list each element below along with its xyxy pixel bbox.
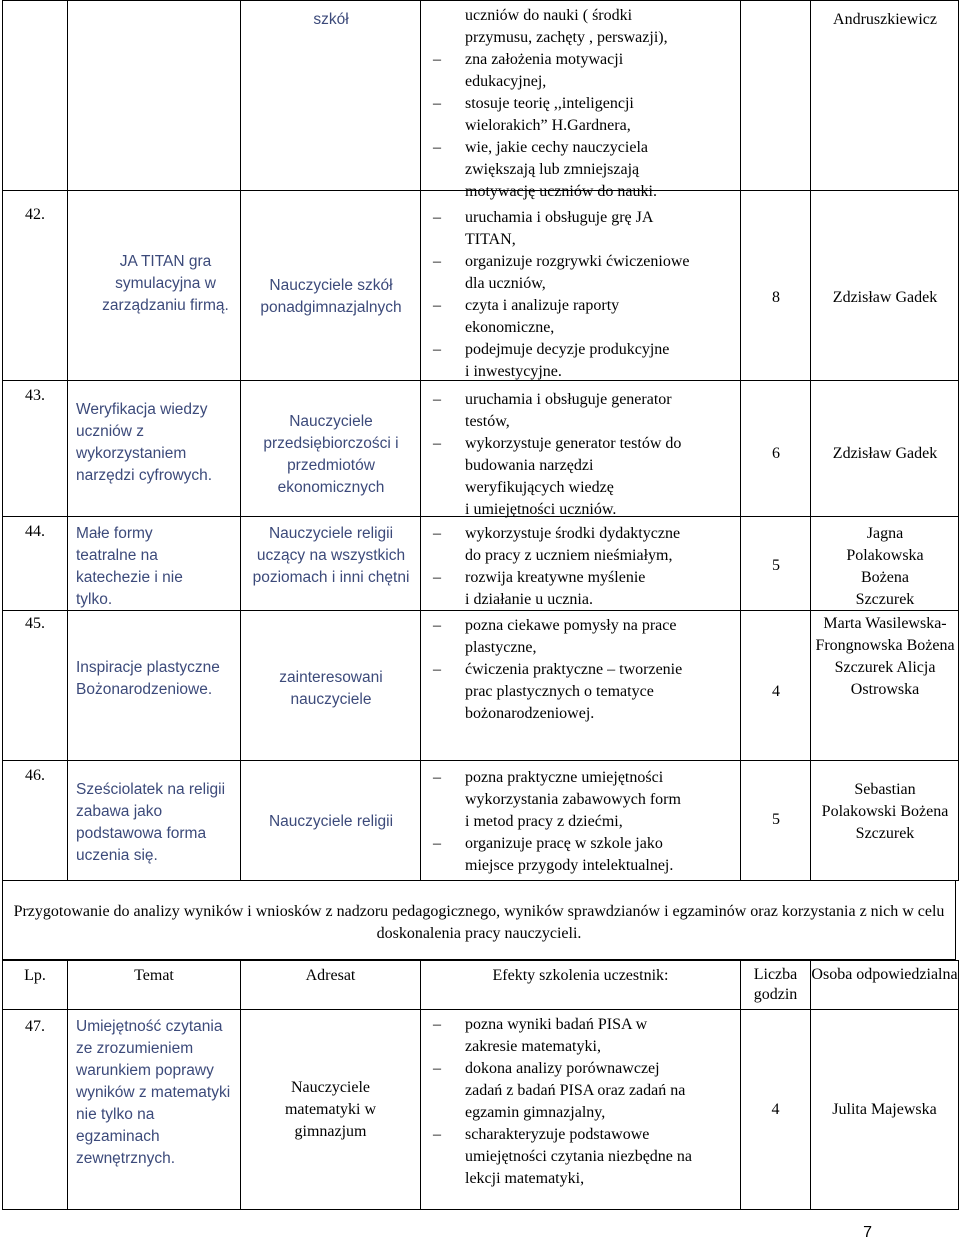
effect-bullet-item: – pozna praktyczne umiejętności — [431, 767, 737, 789]
effect-continuation-line: zakresie matematyki, — [465, 1038, 601, 1055]
hours-45: 4 — [772, 683, 780, 700]
person-42: Zdzisław Gadek — [832, 289, 938, 306]
person-45: Marta Wasilewska-Frongnowska Bożena Szczurek Alicja Ostrowska — [815, 615, 955, 698]
effect-bullet-item: – scharakteryzuje podstawowe — [431, 1124, 736, 1146]
effect-continuation-line: prac plastycznych o tematyce — [465, 683, 654, 700]
section-heading-text: Przygotowanie do analizy wyników i wniosków z nadzoru pedagogicznego, wyników sprawdzianów i egzaminów oraz korzystania z nich w celu doskonalenia pracy nauczycieli. — [13, 903, 945, 942]
effect-continuation-line: budowania narzędzi — [465, 457, 594, 474]
effect-continuation-line: i umiejętności uczniów. — [465, 501, 617, 518]
effects-44 — [421, 523, 741, 611]
effect-bullet-item: – stosuje teorię ,,inteligencji — [431, 93, 737, 115]
effect-continuation-line: miejsce przygody intelektualnej. — [465, 857, 674, 874]
audience-45: zainteresowani nauczyciele — [279, 669, 383, 708]
section-heading — [2, 880, 956, 960]
effect-continuation-line: weryfikujących wiedzę — [465, 479, 614, 496]
effect-continuation-line: wielorakich” H.Gardnera, — [465, 117, 631, 134]
lp-42: 42. — [25, 206, 45, 223]
effects-45 — [421, 615, 741, 725]
hours-column — [741, 1, 811, 881]
effect-continuation-line: zwiększają lub zmniejszają — [465, 161, 640, 178]
effect-continuation-line: umiejętności czytania niezbędne na — [465, 1148, 693, 1165]
effects-column — [421, 1, 741, 881]
lp-45: 45. — [25, 615, 45, 632]
lp-43: 43. — [25, 387, 45, 404]
person-46: Sebastian Polakowski Bożena Szczurek — [821, 781, 949, 842]
effect-bullet-item: – ćwiczenia praktyczne – tworzenie — [431, 659, 737, 681]
effect-continuation-line: testów, — [465, 413, 510, 430]
topic-47 — [68, 1010, 241, 1210]
effect-bullet-item: – uruchamia i obsługuje grę JA — [431, 207, 737, 229]
effects-47 — [421, 1010, 740, 1190]
training-table-bottom — [2, 960, 959, 1210]
person-column — [811, 1, 959, 881]
effect-bullet-item: – pozna wyniki badań PISA w — [431, 1014, 736, 1036]
effect-continuation-line: do pracy z uczniem nieśmiałym, — [465, 547, 673, 564]
training-table-top — [2, 0, 959, 881]
header-person: Osoba odpowiedzialna — [811, 961, 959, 1010]
header-effects: Efekty szkolenia uczestnik: — [421, 961, 741, 1010]
person-47 — [811, 1010, 959, 1210]
effect-bullet-item: – wykorzystuje generator testów do — [431, 433, 737, 455]
audience-47 — [241, 1010, 421, 1210]
effect-continuation-line: uczniów do nauki ( środki — [465, 7, 633, 24]
topic-42: JA TITAN gra symulacyjna w zarządzaniu firmą. — [102, 253, 229, 314]
hours-43: 6 — [772, 445, 780, 462]
header-row — [3, 961, 959, 1010]
topic-46: Sześciolatek na religii zabawa jako podstawowa forma uczenia się. — [76, 781, 226, 864]
effect-bullet-item: – czyta i analizuje raporty — [431, 295, 737, 317]
person-44: Jagna Polakowska Bożena Szczurek — [846, 525, 924, 608]
effect-bullet-item: – wie, jakie cechy nauczyciela — [431, 137, 737, 159]
effect-bullet-item: – rozwija kreatywne myślenie — [431, 567, 737, 589]
topic-47-text: Umiejętność czytania ze zrozumieniem warunkiem poprawy wyników z matematyki nie tylko na egzaminach zewnętrznych. — [76, 1018, 231, 1167]
hours-46: 5 — [772, 811, 780, 828]
effect-continuation-line: lekcji matematyki, — [465, 1170, 585, 1187]
header-hours: Liczba godzin — [741, 961, 811, 1010]
audience-42: Nauczyciele szkół ponadgimnazjalnych — [260, 277, 402, 316]
effects-43 — [421, 389, 741, 521]
effects-46 — [421, 767, 741, 877]
audience-44: Nauczyciele religii uczący na wszystkich poziomach i inni chętni — [252, 525, 410, 586]
lp-column — [3, 1, 68, 881]
topic-column — [68, 1, 241, 881]
header-lp: Lp. — [3, 961, 68, 1010]
effect-bullet-item: – organizuje pracę w szkole jako — [431, 833, 737, 855]
audience-43: Nauczyciele przedsiębiorczości i przedmiotów ekonomicznych — [263, 413, 399, 496]
effect-bullet-item: – organizuje rozgrywki ćwiczeniowe — [431, 251, 737, 273]
effect-continuation-line: zadań z badań PISA oraz zadań na — [465, 1082, 686, 1099]
effects-47-cell — [421, 1010, 741, 1210]
header-audience: Adresat — [241, 961, 421, 1010]
effect-continuation-line: plastyczne, — [465, 639, 537, 656]
page-number: 7 — [863, 1224, 872, 1241]
person-43: Zdzisław Gadek — [832, 445, 938, 462]
effect-continuation-line: i działanie u ucznia. — [465, 591, 593, 608]
audience-47-text: Nauczyciele matematyki w gimnazjum — [284, 1078, 377, 1140]
effects-prev — [421, 5, 741, 203]
lp-44: 44. — [25, 523, 45, 540]
effect-continuation-line: egzamin gimnazjalny, — [465, 1104, 606, 1121]
effect-continuation-line: motywację uczniów do nauki. — [465, 183, 657, 200]
effect-continuation-line: ekonomiczne, — [465, 319, 555, 336]
effect-bullet-item: – wykorzystuje środki dydaktyczne — [431, 523, 737, 545]
person-47-text: Julita Majewska — [832, 1100, 937, 1118]
effect-continuation-line: przymusu, zachęty , perswazji), — [465, 29, 668, 46]
effect-continuation-line: edukacyjnej, — [465, 73, 547, 90]
lp-47 — [3, 1010, 68, 1210]
person-prev: Andruszkiewicz — [833, 11, 937, 28]
topic-45: Inspiracje plastyczne Bożonarodzeniowe. — [76, 659, 220, 698]
effect-bullet-item: – podejmuje decyzje produkcyjne — [431, 339, 737, 361]
lp-46: 46. — [25, 767, 45, 784]
effect-continuation-line: bożonarodzeniowej. — [465, 705, 595, 722]
hours-47 — [741, 1010, 811, 1210]
effect-continuation-line: TITAN, — [465, 231, 516, 248]
header-topic: Temat — [68, 961, 241, 1010]
effect-bullet-item: – uruchamia i obsługuje generator — [431, 389, 737, 411]
lp-47-text: 47. — [25, 1018, 45, 1035]
hours-47-text: 4 — [771, 1100, 780, 1118]
effect-continuation-line: dla uczniów, — [465, 275, 546, 292]
audience-46: Nauczyciele religii — [268, 813, 394, 830]
hours-42: 8 — [772, 289, 780, 306]
topic-43: Weryfikacja wiedzy uczniów z wykorzystaniem narzędzi cyfrowych. — [76, 401, 213, 484]
topic-44: Małe formy teatralne na katechezie i nie tylko. — [76, 525, 183, 608]
effect-bullet-item: – dokona analizy porównawczej — [431, 1058, 736, 1080]
effect-continuation-line: i metod pracy z dziećmi, — [465, 813, 623, 830]
effect-bullet-item: – pozna ciekawe pomysły na prace — [431, 615, 737, 637]
effect-bullet-item: – zna założenia motywacji — [431, 49, 737, 71]
effect-continuation-line: i inwestycyjne. — [465, 363, 562, 380]
audience-prev: szkół — [313, 11, 349, 28]
hours-44: 5 — [772, 557, 780, 574]
table-row — [3, 1010, 959, 1210]
audience-column — [241, 1, 421, 881]
effects-42 — [421, 207, 741, 383]
effect-continuation-line: wykorzystania zabawowych form — [465, 791, 681, 808]
